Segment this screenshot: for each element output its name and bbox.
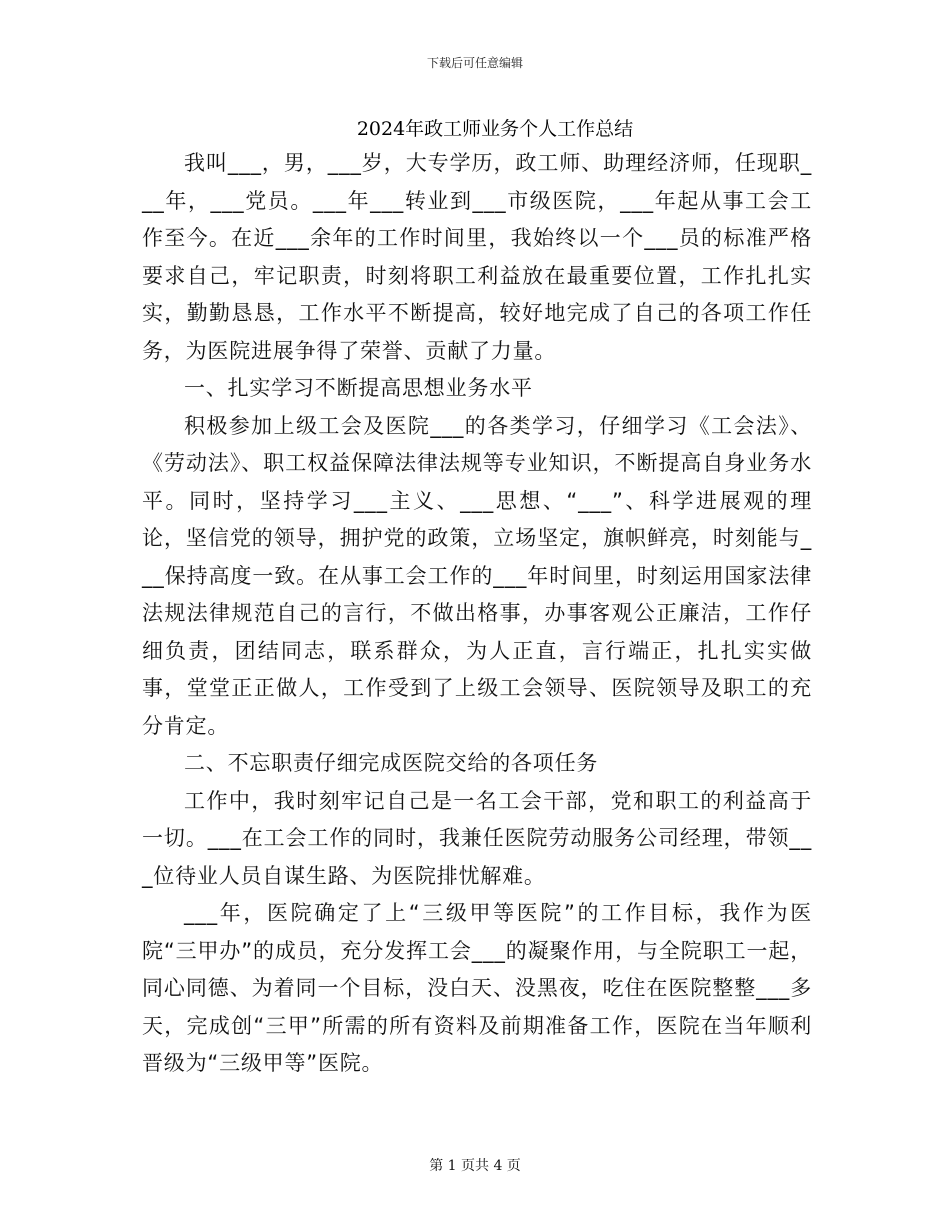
paragraph-intro: 我叫___，男，___岁，大专学历，政工师、助理经济师，任现职___年，___党员。___年___转业到___市级医院，___年起从事工会工作至今。在近___余年的工作时间里，我始终以一个___员的标准严格要求自己，牢记职责，时刻将职工利益放在最重要位置，工作扎扎实实，勤勤恳恳，工作水平不断提高，较好地完成了自己的各项工作任务，为医院进展争得了荣誉、贡献了力量。: [142, 151, 812, 363]
page-footer: 第 1 页共 4 页: [429, 1158, 521, 1174]
document-body: [142, 145, 812, 1083]
section-heading-1: 一、扎实学习不断提高思想业务水平: [184, 376, 533, 400]
paragraph-study: 积极参加上级工会及医院___的各类学习，仔细学习《工会法》、《劳动法》、职工权益保障法律法规等专业知识，不断提高自身业务水平。同时，坚持学习___主义、___思想、“___”、科学进展观的理论，坚信党的领导，拥护党的政策，立场坚定，旗帜鲜亮，时刻能与___保持高度一致。在从事工会工作的___年时间里，时刻运用国家法律法规法律规范自己的言行，不做出格事，办事客观公正廉洁，工作仔细负责，团结同志，联系群众，为人正直，言行端正，扎扎实实做事，堂堂正正做人，工作受到了上级工会领导、医院领导及职工的充分肯定。: [142, 413, 812, 738]
section-heading-2: 二、不忘职责仔细完成医院交给的各项任务: [184, 751, 599, 775]
document-title: 2024年政工师业务个人工作总结: [356, 118, 634, 140]
paragraph-hospital-goal: ___年，医院确定了上“三级甲等医院”的工作目标，我作为医院“三甲办”的成员，充分发挥工会___的凝聚作用，与全院职工一起，同心同德、为着同一个目标，没白天、没黑夜，吃住在医院整整___多天，完成创“三甲”所需的所有资料及前期准备工作，医院在当年顺利晋级为“三级甲等”医院。: [142, 901, 812, 1075]
paragraph-duties: 工作中，我时刻牢记自己是一名工会干部，党和职工的利益高于一切。___在工会工作的同时，我兼任医院劳动服务公司经理，带领___位待业人员自谋生路、为医院排忧解难。: [142, 788, 812, 888]
page-header: 下载后可任意编辑: [426, 56, 523, 70]
